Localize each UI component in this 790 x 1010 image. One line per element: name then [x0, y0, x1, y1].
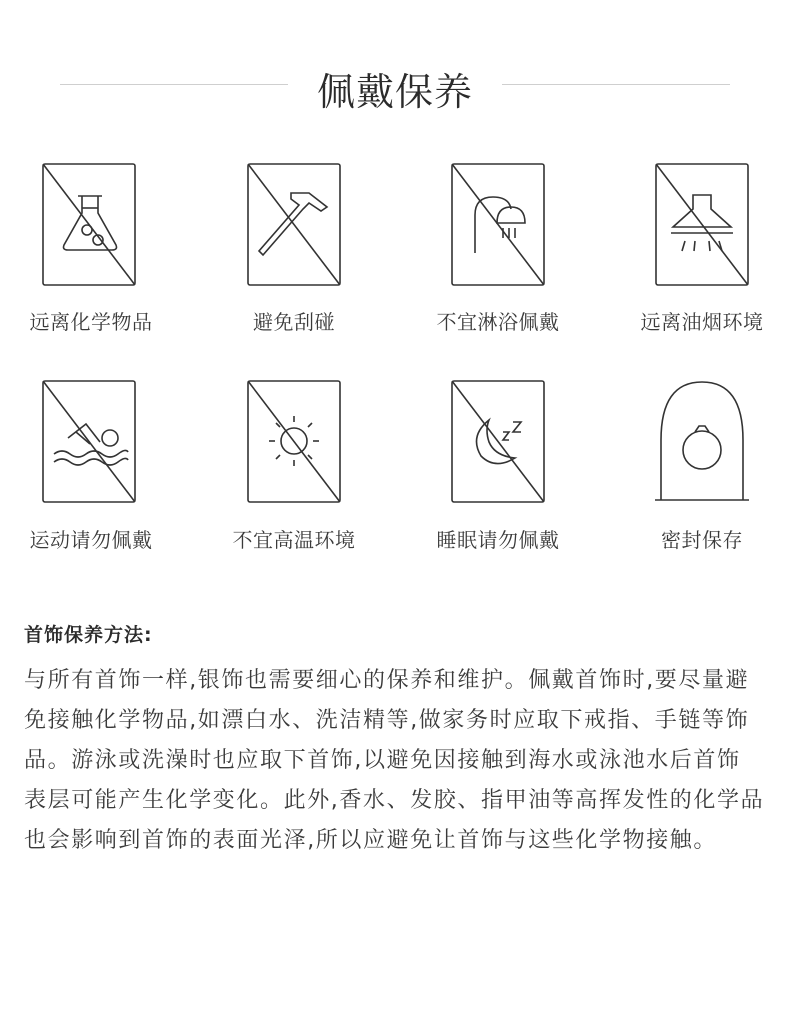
title-row: [0, 55, 790, 114]
flask-icon: [42, 163, 136, 287]
swimmer-icon: [42, 380, 136, 504]
caption-sealed: 密封保存: [661, 528, 743, 552]
range-hood-icon: [655, 163, 749, 287]
caption-shower: 不宜淋浴佩戴: [436, 310, 560, 334]
shower-icon: [451, 163, 545, 287]
hammer-icon: [247, 163, 341, 287]
care-body: 与所有首饰一样,银饰也需要细心的保养和维护。佩戴首饰时,要尽量避 免接触化学物品,如漂白水、洗洁精等,做家务时应取下戒指、手链等饰 品。游泳或洗澡时也应取下首饰,以避免因接触到海水或泳池水后首饰 表层可能产生化学变化。此外,香水、发胶、指甲油等高挥发性的化学品 也会影响到首饰的表面光泽,所以应避免让首饰与这些化学物接触。: [24, 668, 765, 853]
caption-fumes: 远离油烟环境: [640, 310, 764, 334]
page-title: 佩戴保养: [316, 70, 473, 114]
sun-icon: [247, 380, 341, 504]
caption-sport: 运动请勿佩戴: [29, 528, 153, 552]
ring-box-icon: [655, 380, 749, 504]
caption-heat: 不宜高温环境: [232, 528, 356, 552]
moon-sleep-icon: [451, 380, 545, 504]
caption-sleep: 睡眠请勿佩戴: [436, 528, 560, 552]
title-divider-right: [502, 84, 730, 85]
caption-chemicals: 远离化学物品: [29, 310, 153, 334]
care-heading: 首饰保养方法:: [24, 624, 153, 646]
caption-scratch: 避免刮碰: [253, 310, 335, 334]
